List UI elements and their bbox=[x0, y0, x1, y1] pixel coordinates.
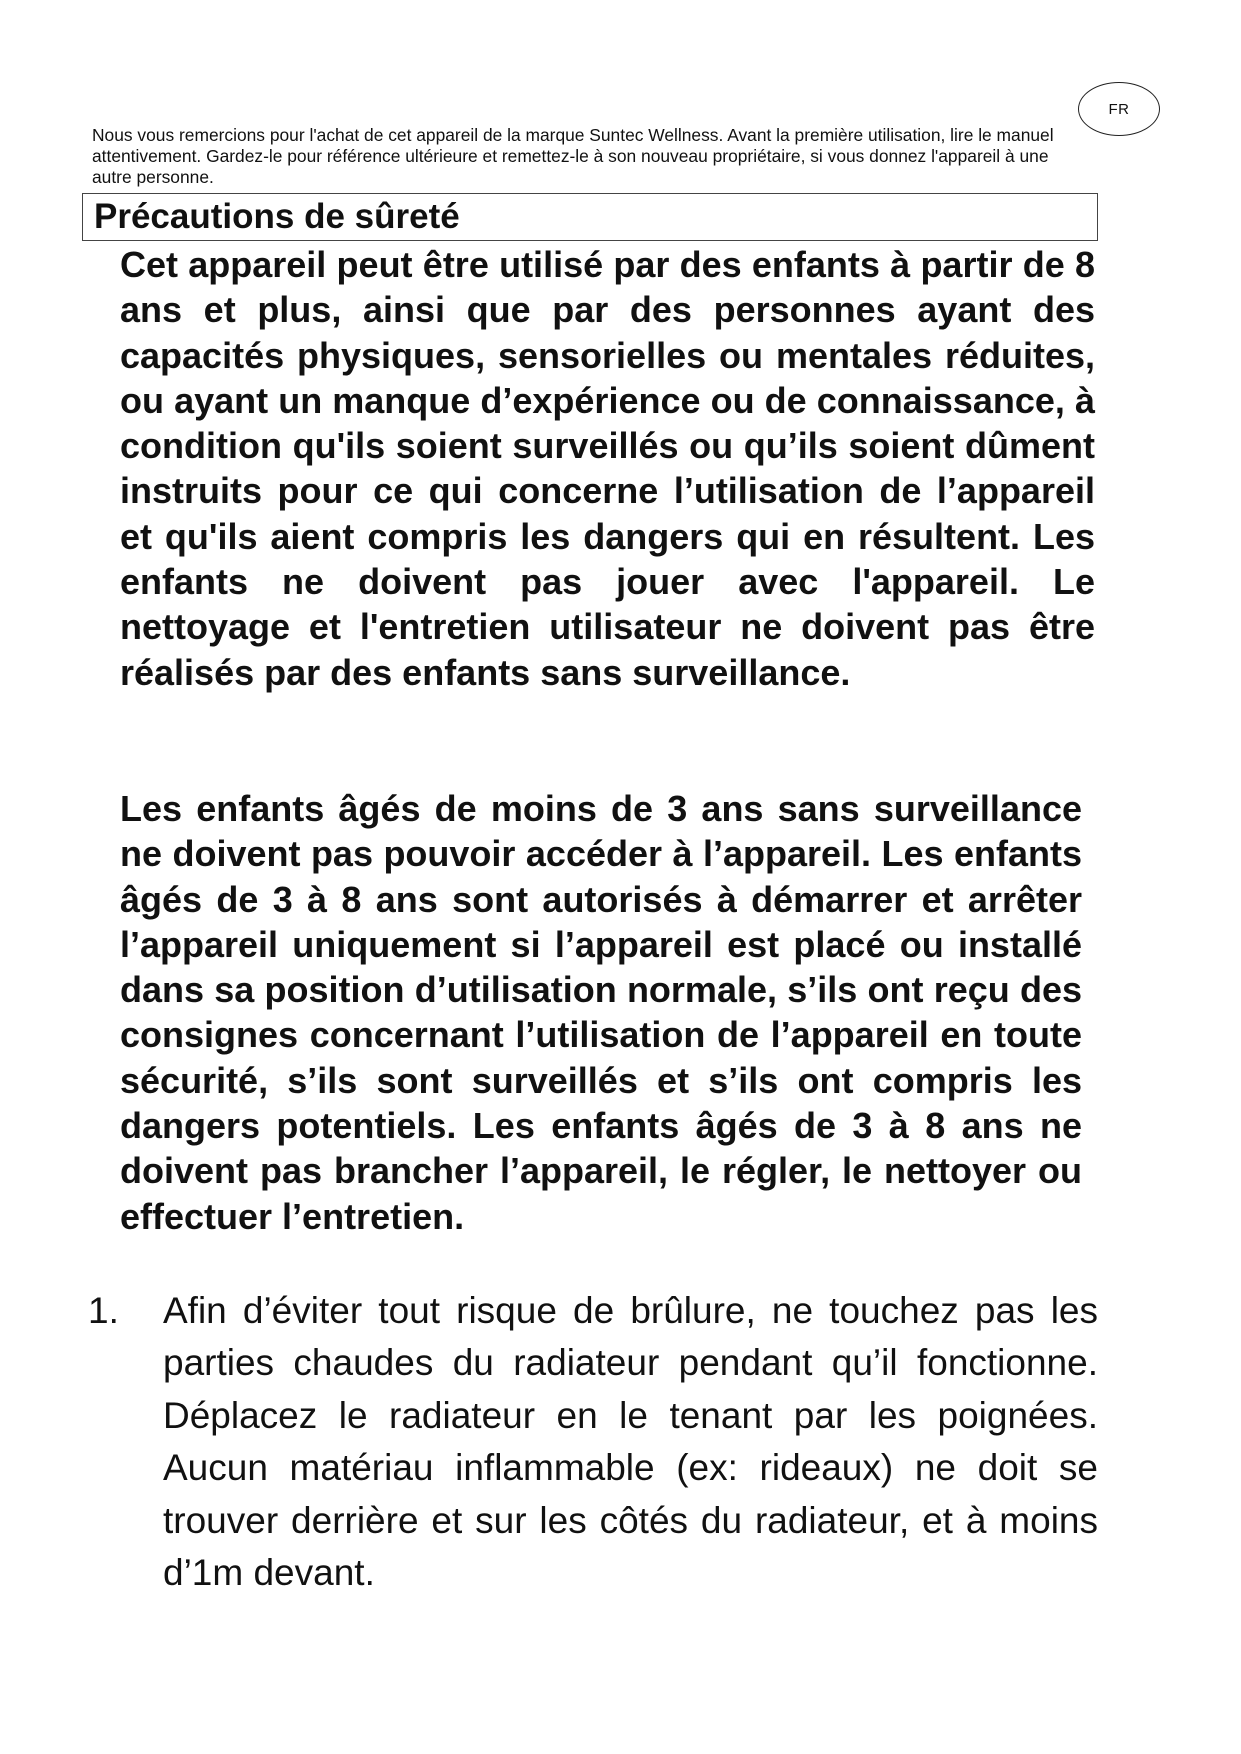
list-item-number: 1. bbox=[88, 1290, 119, 1331]
numbered-instructions bbox=[88, 1285, 1098, 1599]
warning-paragraph-children-8: Cet appareil peut être utilisé par des enfants à partir de 8 ans et plus, ainsi que par des personnes ayant des capacités physiques, sensorielles ou mentales réduites, ou ayant un manque d’expérience ou de connaissance, à condition qu'ils soient surveillés ou qu’ils soient dûment instruits pour ce qui concerne l’utilisation de l’appareil et qu'ils aient compris les dangers qui en résultent. Les enfants ne doivent pas jouer avec l'appareil. Le nettoyage et l'entretien utilisateur ne doivent pas être réalisés par des enfants sans surveillance. bbox=[120, 244, 1095, 693]
list-item-text: Afin d’éviter tout risque de brûlure, ne touchez pas les parties chaudes du radiateur pendant qu’il fonctionne. Déplacez le radiateur en le tenant par les poignées. Aucun matériau inflammable (ex: rideaux) ne doit se trouver derrière et sur les côtés du radiateur, et à moins d’1m devant. bbox=[163, 1290, 1098, 1594]
section-header-box bbox=[82, 193, 1098, 241]
intro-paragraph: Nous vous remercions pour l'achat de cet appareil de la marque Suntec Wellness. Avant la première utilisation, lire le manuel attentivement. Gardez-le pour référence ultérieure et remettez-le à son nouveau propriétaire, si vous donnez l'appareil à une autre personne. bbox=[92, 125, 1054, 187]
section-title: Précautions de sûreté bbox=[94, 197, 460, 236]
language-badge bbox=[1078, 82, 1160, 136]
warning-paragraph-children-3: Les enfants âgés de moins de 3 ans sans surveillance ne doivent pas pouvoir accéder à l’appareil. Les enfants âgés de 3 à 8 ans sont autorisés à démarrer et arrêter l’appareil uniquement si l’appareil est placé ou installé dans sa position d’utilisation normale, s’ils ont reçu des consignes concernant l’utilisation de l’appareil en toute sécurité, s’ils sont surveillés et s’ils ont compris les dangers potentiels. Les enfants âgés de 3 à 8 ans ne doivent pas brancher l’appareil, le régler, le nettoyer ou effectuer l’entretien. bbox=[120, 788, 1082, 1237]
list-item bbox=[88, 1285, 1098, 1599]
language-code: FR bbox=[1108, 100, 1130, 118]
